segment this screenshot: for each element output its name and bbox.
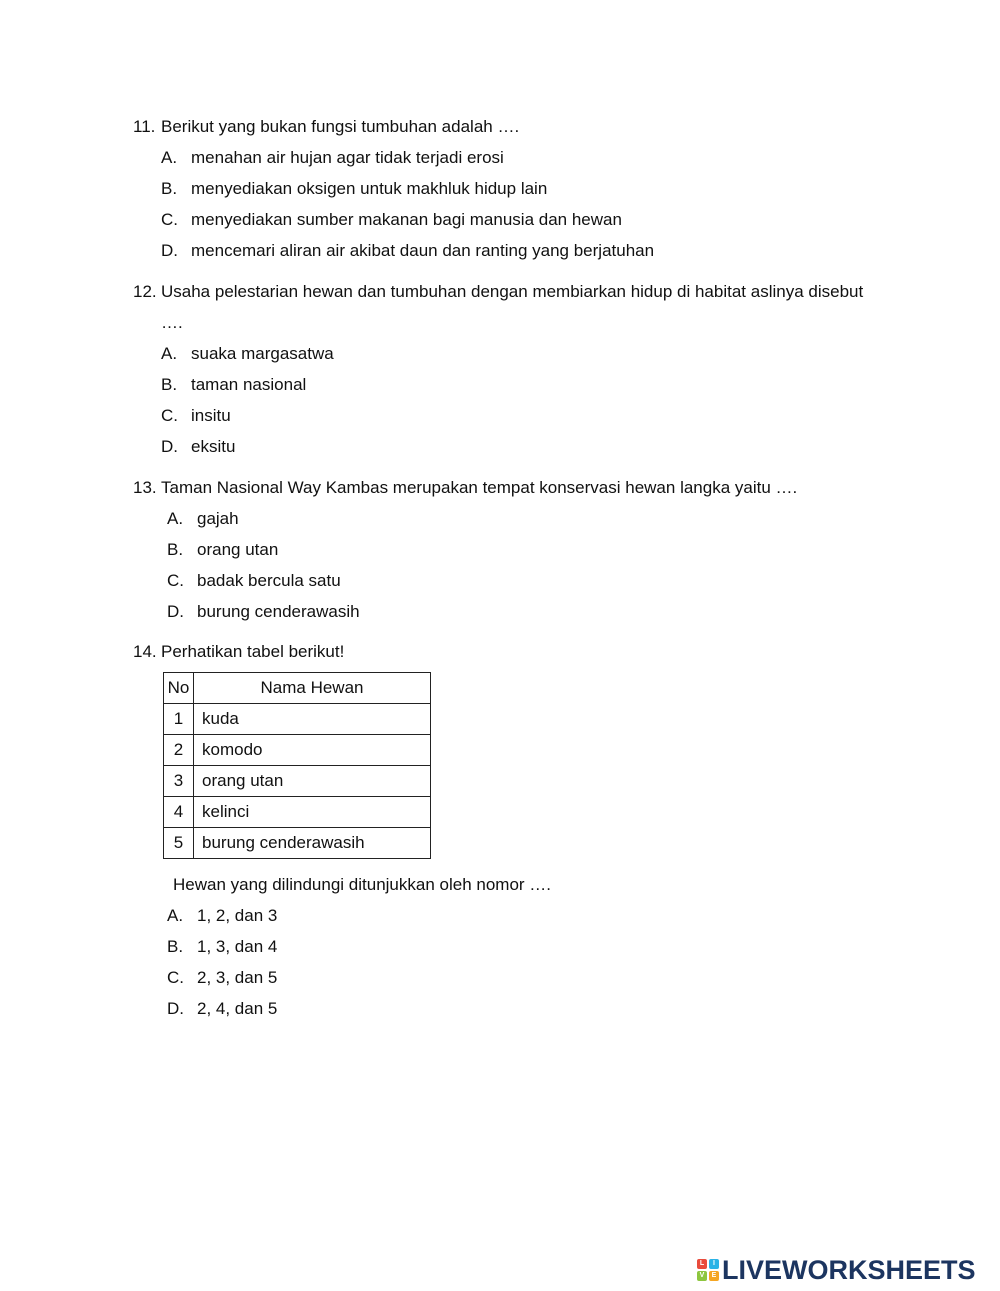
option-letter: C. [167, 571, 184, 590]
option-b[interactable] [167, 534, 797, 565]
option-text: menyediakan sumber makanan bagi manusia dan hewan [191, 210, 622, 229]
logo-mark-icon [697, 1259, 719, 1281]
table-row [164, 797, 431, 828]
option-b[interactable] [161, 369, 863, 400]
table-row [164, 735, 431, 766]
logo-mark-cell: E [709, 1271, 719, 1281]
option-a[interactable] [167, 900, 277, 931]
option-text: menyediakan oksigen untuk makhluk hidup lain [191, 179, 548, 198]
option-c[interactable] [167, 565, 797, 596]
option-d[interactable] [167, 993, 277, 1024]
table-cell-name: komodo [194, 735, 431, 766]
question-number: 13. [133, 478, 157, 497]
question-text: Usaha pelestarian hewan dan tumbuhan dengan membiarkan hidup di habitat aslinya disebut [161, 282, 864, 301]
table-cell-name: burung cenderawasih [194, 828, 431, 859]
option-text: burung cenderawasih [197, 602, 360, 621]
question-14-prompt: Hewan yang dilindungi ditunjukkan oleh nomor …. [173, 875, 552, 894]
table-row [164, 828, 431, 859]
logo-mark-cell: V [697, 1271, 707, 1281]
option-b[interactable] [167, 931, 277, 962]
table-cell-no: 2 [164, 735, 194, 766]
table-cell-name: kelinci [194, 797, 431, 828]
question-text-continuation: …. [161, 313, 183, 332]
logo-mark-cell: I [709, 1259, 719, 1269]
option-a[interactable] [161, 142, 654, 173]
option-text: 1, 3, dan 4 [197, 937, 278, 956]
table-cell-name: kuda [194, 704, 431, 735]
option-b[interactable] [161, 173, 654, 204]
option-text: 2, 3, dan 5 [197, 968, 278, 987]
table-row [164, 766, 431, 797]
animal-table [163, 672, 431, 859]
table-row [164, 704, 431, 735]
option-letter: B. [161, 375, 178, 394]
option-text: 2, 4, dan 5 [197, 999, 278, 1018]
option-letter: A. [167, 906, 184, 925]
liveworksheets-logo [697, 1255, 976, 1285]
option-d[interactable] [161, 431, 863, 462]
logo-mark-cell: L [697, 1259, 707, 1269]
option-a[interactable] [167, 503, 797, 534]
option-letter: C. [161, 210, 178, 229]
option-text: insitu [191, 406, 231, 425]
option-text: mencemari aliran air akibat daun dan ranting yang berjatuhan [191, 241, 655, 260]
option-c[interactable] [161, 400, 863, 431]
option-text: menahan air hujan agar tidak terjadi erosi [191, 148, 504, 167]
question-number: 11. [133, 117, 156, 136]
question-text: Perhatikan tabel berikut! [161, 642, 345, 661]
option-letter: B. [167, 540, 184, 559]
option-letter: A. [167, 509, 184, 528]
options-list [167, 900, 277, 1024]
column-header-no: No [164, 673, 194, 704]
column-header-name: Nama Hewan [194, 673, 431, 704]
logo-text: LIVEWORKSHEETS [722, 1254, 976, 1285]
option-letter: C. [167, 968, 184, 987]
table-cell-name: orang utan [194, 766, 431, 797]
table-cell-no: 5 [164, 828, 194, 859]
option-c[interactable] [161, 204, 654, 235]
options-list [133, 503, 797, 627]
option-letter: D. [161, 437, 178, 456]
option-letter: C. [161, 406, 178, 425]
option-letter: D. [161, 241, 178, 260]
question-12 [133, 276, 863, 462]
option-text: gajah [197, 509, 239, 528]
table-cell-no: 3 [164, 766, 194, 797]
question-number: 12. [133, 282, 157, 301]
option-letter: B. [167, 937, 184, 956]
question-text: Berikut yang bukan fungsi tumbuhan adalah …. [161, 117, 520, 136]
question-text: Taman Nasional Way Kambas merupakan tempat konservasi hewan langka yaitu …. [161, 478, 798, 497]
table-cell-no: 4 [164, 797, 194, 828]
option-text: orang utan [197, 540, 279, 559]
question-13 [133, 472, 797, 627]
question-number: 14. [133, 642, 157, 661]
options-list [133, 338, 863, 462]
option-letter: B. [161, 179, 178, 198]
option-text: suaka margasatwa [191, 344, 334, 363]
option-d[interactable] [161, 235, 654, 266]
option-text: taman nasional [191, 375, 307, 394]
option-letter: A. [161, 344, 178, 363]
option-text: eksitu [191, 437, 236, 456]
question-11 [133, 111, 654, 266]
option-c[interactable] [167, 962, 277, 993]
options-list [133, 142, 654, 266]
option-d[interactable] [167, 596, 797, 627]
option-a[interactable] [161, 338, 863, 369]
option-letter: D. [167, 999, 184, 1018]
option-text: badak bercula satu [197, 571, 341, 590]
table-header-row [164, 673, 431, 704]
table-cell-no: 1 [164, 704, 194, 735]
option-letter: D. [167, 602, 184, 621]
question-14 [133, 636, 344, 667]
option-letter: A. [161, 148, 178, 167]
option-text: 1, 2, dan 3 [197, 906, 278, 925]
